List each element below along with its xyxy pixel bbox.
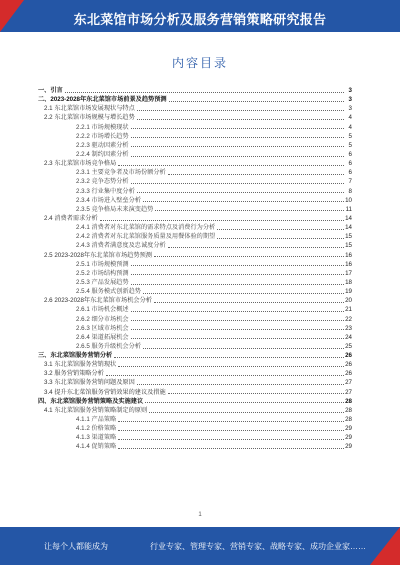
toc-entry-text: 2.3.3 行业集中度分析 <box>76 187 135 195</box>
toc-entry[interactable] <box>38 95 352 104</box>
toc-entry-text: 2.2.1 市场规模现状 <box>76 123 129 131</box>
toc-leader-dots <box>145 401 344 403</box>
document-footer <box>0 527 400 565</box>
toc-entry[interactable] <box>38 296 352 305</box>
toc-entry-text: 3.2 服务营销策略分析 <box>44 370 104 378</box>
toc-entry[interactable] <box>38 406 352 415</box>
toc-entry[interactable] <box>38 415 352 424</box>
toc-leader-dots <box>114 356 344 358</box>
document-title: 东北菜馆市场分析及服务营销策略研究报告 <box>73 12 327 27</box>
toc-entry-page: 18 <box>345 278 352 286</box>
toc-entry[interactable] <box>38 287 352 296</box>
toc-entry-page: 22 <box>345 315 352 323</box>
toc-leader-dots <box>155 209 344 211</box>
toc-entry-text: 2.6.4 渠道拓展机会 <box>76 333 129 341</box>
toc-entry-page: 27 <box>345 388 352 396</box>
toc-entry-page: 26 <box>345 352 352 360</box>
toc-entry[interactable] <box>38 232 352 241</box>
toc-entry[interactable] <box>38 333 352 342</box>
toc-entry[interactable] <box>38 342 352 351</box>
toc-entry-text: 2.5.4 服务模式创新趋势 <box>76 288 141 296</box>
toc-entry[interactable] <box>38 205 352 214</box>
toc-entry-page: 25 <box>345 342 352 350</box>
toc-entry-page: 5 <box>348 141 352 149</box>
toc-entry[interactable] <box>38 379 352 388</box>
toc-entry[interactable] <box>38 315 352 324</box>
toc-entry-text: 2.6.2 细分市场机会 <box>76 315 129 323</box>
toc-entry-page: 15 <box>345 233 352 241</box>
toc-leader-dots <box>118 429 344 431</box>
toc-leader-dots <box>137 191 344 193</box>
toc-leader-dots <box>131 310 344 312</box>
toc-entry-page: 19 <box>345 288 352 296</box>
footer-slogan: 让每个人都能成为 <box>44 542 108 551</box>
toc-leader-dots <box>131 273 344 275</box>
table-of-contents <box>38 86 352 452</box>
toc-entry-text: 2.1 东北菜馆市场发展现状与特点 <box>44 105 135 113</box>
toc-leader-dots <box>137 383 344 385</box>
toc-entry-page: 24 <box>345 333 352 341</box>
toc-entry[interactable] <box>38 388 352 397</box>
toc-entry[interactable] <box>38 177 352 186</box>
toc-entry-text: 2.2.4 制约因素分析 <box>76 150 129 158</box>
toc-entry-page: 16 <box>345 260 352 268</box>
toc-entry[interactable] <box>38 196 352 205</box>
toc-entry[interactable] <box>38 278 352 287</box>
toc-entry-page: 6 <box>348 169 352 177</box>
toc-entry-text: 2.2.3 驱动因素分析 <box>76 141 129 149</box>
toc-entry-text: 三、东北菜馆服务营销分析 <box>38 352 113 360</box>
toc-entry[interactable] <box>38 324 352 333</box>
toc-entry[interactable] <box>38 424 352 433</box>
toc-entry[interactable] <box>38 132 352 141</box>
toc-entry[interactable] <box>38 214 352 223</box>
toc-leader-dots <box>131 182 344 184</box>
toc-entry[interactable] <box>38 187 352 196</box>
toc-entry[interactable] <box>38 150 352 159</box>
toc-leader-dots <box>131 328 344 330</box>
page-number: 1 <box>198 512 202 518</box>
toc-leader-dots <box>137 118 344 120</box>
toc-entry-text: 四、东北菜馆服务营销策略及实施建议 <box>38 397 144 405</box>
toc-entry-text: 2.6 2023-2028年东北菜馆市场机会分析 <box>44 297 152 305</box>
toc-entry-text: 2.3.4 市场进入壁垒分析 <box>76 196 141 204</box>
toc-entry-text: 2.6.3 区域市场机会 <box>76 324 129 332</box>
toc-leader-dots <box>131 127 344 129</box>
toc-leader-dots <box>137 109 344 111</box>
toc-entry[interactable] <box>38 442 352 451</box>
toc-leader-dots <box>217 228 344 230</box>
toc-entry-text: 4.1.2 价格策略 <box>76 425 117 433</box>
toc-entry-text: 3.4 提升东北菜馆服务营销效果的建议及措施 <box>44 388 166 396</box>
toc-entry-page: 3 <box>348 105 352 113</box>
toc-entry-page: 4 <box>348 114 352 122</box>
toc-entry[interactable] <box>38 369 352 378</box>
toc-leader-dots <box>65 91 344 93</box>
toc-entry-text: 2.3.5 竞争格局未来演变趋势 <box>76 205 154 213</box>
toc-entry-text: 4.1.1 产品策略 <box>76 416 117 424</box>
toc-entry-page: 23 <box>345 324 352 332</box>
toc-leader-dots <box>149 411 344 413</box>
toc-entry[interactable] <box>38 269 352 278</box>
toc-leader-dots <box>143 200 344 202</box>
toc-entry-text: 二、2023-2028年东北菜馆市场前景及趋势预测 <box>38 96 167 104</box>
toc-entry-text: 2.3.1 主要竞争者及市场份额分析 <box>76 169 166 177</box>
document-header <box>0 0 400 32</box>
toc-leader-dots <box>118 365 344 367</box>
toc-entry-page: 7 <box>348 178 352 186</box>
toc-entry-text: 2.6.1 市场机会概述 <box>76 306 129 314</box>
toc-entry-page: 14 <box>345 214 352 222</box>
toc-entry-text: 2.3 东北菜馆市场竞争格局 <box>44 160 117 168</box>
toc-leader-dots <box>131 145 344 147</box>
toc-leader-dots <box>168 173 344 175</box>
toc-entry-page: 29 <box>345 443 352 451</box>
toc-leader-dots <box>217 237 344 239</box>
toc-entry-text: 2.5 2023-2028年东北菜馆市场趋势预测 <box>44 251 152 259</box>
toc-entry-page: 26 <box>345 370 352 378</box>
toc-entry-page: 26 <box>345 361 352 369</box>
toc-entry-text: 2.4.2 消费者对东北菜馆服务质量及用餐体验的期望 <box>76 233 216 241</box>
toc-leader-dots <box>106 374 344 376</box>
toc-entry-page: 28 <box>345 406 352 414</box>
toc-entry[interactable] <box>38 241 352 250</box>
toc-entry[interactable] <box>38 123 352 132</box>
toc-leader-dots <box>143 347 344 349</box>
toc-entry[interactable] <box>38 223 352 232</box>
toc-entry-text: 2.3.2 竞争态势分析 <box>76 178 129 186</box>
toc-entry-page: 5 <box>348 132 352 140</box>
toc-entry-page: 4 <box>348 123 352 131</box>
toc-entry-page: 28 <box>345 397 352 405</box>
toc-entry-page: 3 <box>348 96 352 104</box>
toc-entry-page: 27 <box>345 379 352 387</box>
toc-entry-text: 3.1 东北菜馆服务营销现状 <box>44 361 117 369</box>
toc-entry[interactable] <box>38 104 352 113</box>
toc-leader-dots <box>131 264 344 266</box>
toc-leader-dots <box>131 136 344 138</box>
toc-entry-page: 8 <box>348 187 352 195</box>
toc-entry-page: 10 <box>345 196 352 204</box>
toc-leader-dots <box>143 292 344 294</box>
toc-entry[interactable] <box>38 360 352 369</box>
toc-leader-dots <box>154 255 344 257</box>
toc-entry-text: 2.5.2 市场结构预测 <box>76 269 129 277</box>
toc-entry-page: 17 <box>345 269 352 277</box>
toc-leader-dots <box>118 164 344 166</box>
toc-heading: 内容目录 <box>171 56 228 70</box>
toc-entry-text: 4.1 东北菜馆服务营销策略制定的原则 <box>44 406 148 414</box>
toc-entry[interactable] <box>38 305 352 314</box>
toc-leader-dots <box>131 283 344 285</box>
toc-entry-page: 11 <box>345 205 352 213</box>
toc-entry-page: 29 <box>345 434 352 442</box>
footer-accent-triangle <box>370 527 400 565</box>
toc-entry-page: 16 <box>345 251 352 259</box>
toc-leader-dots <box>168 392 344 394</box>
toc-entry-page: 29 <box>345 425 352 433</box>
toc-entry-page: 20 <box>345 297 352 305</box>
toc-entry-text: 2.6.5 服务升级机会分析 <box>76 342 141 350</box>
toc-entry-text: 2.4.1 消费者对东北菜馆的需求特点及消费行为分析 <box>76 224 216 232</box>
toc-entry-page: 15 <box>345 242 352 250</box>
toc-entry[interactable] <box>38 168 352 177</box>
toc-entry-page: 3 <box>348 86 352 94</box>
toc-entry[interactable] <box>38 113 352 122</box>
toc-leader-dots <box>154 301 344 303</box>
toc-entry-text: 2.2 东北菜馆市场规模与增长趋势 <box>44 114 135 122</box>
toc-entry-text: 2.5.1 市场规模预测 <box>76 260 129 268</box>
toc-entry-page: 6 <box>348 160 352 168</box>
toc-leader-dots <box>169 100 344 102</box>
toc-entry-page: 6 <box>348 150 352 158</box>
toc-entry[interactable] <box>38 260 352 269</box>
toc-entry-text: 4.1.3 渠道策略 <box>76 434 117 442</box>
toc-entry-page: 28 <box>345 416 352 424</box>
toc-entry[interactable] <box>38 351 352 360</box>
toc-entry-text: 2.4.3 消费者满意度及忠诚度分析 <box>76 242 166 250</box>
toc-entry-text: 3.3 东北菜馆服务营销问题及原因 <box>44 379 135 387</box>
toc-entry-page: 14 <box>345 224 352 232</box>
toc-leader-dots <box>168 246 344 248</box>
toc-entry[interactable] <box>38 86 352 95</box>
toc-leader-dots <box>131 155 344 157</box>
toc-entry-text: 4.1.4 促销策略 <box>76 443 117 451</box>
toc-leader-dots <box>131 337 344 339</box>
toc-entry-text: 2.4 消费者需求分析 <box>44 214 98 222</box>
toc-leader-dots <box>118 420 344 422</box>
toc-leader-dots <box>118 438 344 440</box>
toc-leader-dots <box>131 319 344 321</box>
footer-roles: 行业专家、管理专家、营销专家、战略专家、成功企业家…… <box>150 542 366 551</box>
toc-entry-text: 一、引言 <box>38 86 63 94</box>
toc-entry[interactable] <box>38 397 352 406</box>
toc-leader-dots <box>118 447 344 449</box>
toc-leader-dots <box>100 219 344 221</box>
toc-entry[interactable] <box>38 159 352 168</box>
toc-entry[interactable] <box>38 433 352 442</box>
toc-entry-page: 21 <box>345 306 352 314</box>
toc-entry-text: 2.2.2 市场增长趋势 <box>76 132 129 140</box>
toc-entry-text: 2.5.3 产品发展趋势 <box>76 278 129 286</box>
toc-entry[interactable] <box>38 141 352 150</box>
toc-entry[interactable] <box>38 251 352 260</box>
